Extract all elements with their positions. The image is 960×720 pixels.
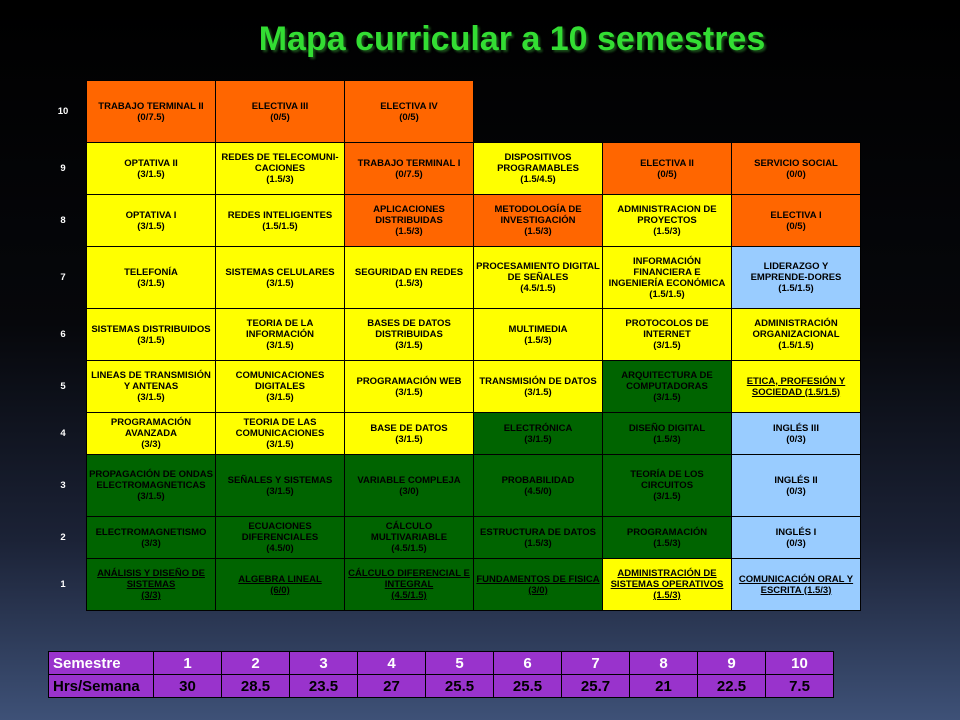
course-name: ELECTIVA I [770, 209, 822, 221]
course-cell [474, 143, 603, 195]
course-credits: (0/3) [786, 433, 806, 445]
course-name: LIDERAZGO Y EMPRENDE-DORES [750, 261, 842, 283]
course-name: BASE DE DATOS [370, 422, 448, 434]
course-credits: (0/5) [786, 220, 806, 232]
empty-cell [474, 81, 603, 143]
course-cell [732, 143, 861, 195]
course-cell [345, 143, 474, 195]
course-cell [87, 455, 216, 517]
course-credits: (1.5/4.5) [520, 174, 556, 185]
course-credits: (3/1.5) [137, 277, 165, 289]
course-credits: (4.5/0) [524, 485, 552, 497]
page-title: Mapa curricular a 10 semestres [258, 20, 766, 58]
course-cell [603, 247, 732, 309]
semester-number: 8 [630, 652, 698, 675]
course-credits: (3/1.5) [524, 386, 552, 398]
semester-label: Semestre [49, 652, 154, 675]
course-cell [603, 413, 732, 455]
course-credits: (3/0) [399, 485, 419, 497]
course-name: METODOLOGÍA DE INVESTIGACIÓN [494, 204, 582, 226]
semester-number: 7 [60, 272, 66, 283]
semester-number: 3 [290, 652, 358, 675]
course-credits: (3/1.5) [266, 485, 294, 497]
course-cell [345, 81, 474, 143]
course-name: ELECTROMAGNETISMO (3/3) [95, 526, 207, 549]
hours-value: 25.7 [562, 675, 630, 698]
course-cell [732, 413, 861, 455]
course-cell [87, 247, 216, 309]
course-name: PROGRAMACIÓN [626, 526, 708, 538]
hours-value: 27 [358, 675, 426, 698]
hours-row [49, 675, 834, 698]
course-credits: (1.5/3) [653, 537, 681, 549]
course-name: TRABAJO TERMINAL I [357, 157, 461, 169]
hours-value: 25.5 [426, 675, 494, 698]
course-credits: (3/3) [141, 439, 161, 450]
course-name: TEORIA DE LAS COMUNICACIONES [235, 417, 325, 439]
course-name: ELECTIVA IV [380, 100, 438, 112]
course-cell [216, 309, 345, 361]
course-name: MULTIMEDIA [508, 323, 568, 335]
course-cell [474, 361, 603, 413]
empty-cell [603, 81, 732, 143]
course-name: FUNDAMENTOS DE FISICA [476, 573, 600, 585]
course-name: ADMINISTRACIÓN ORGANIZACIONAL [752, 318, 840, 340]
course-cell [732, 455, 861, 517]
course-name: CÁLCULO MULTIVARIABLE [370, 521, 448, 543]
course-cell [345, 361, 474, 413]
course-cell [87, 195, 216, 247]
course-credits: (3/1.5) [653, 392, 681, 403]
course-name: CÁLCULO DIFERENCIAL E INTEGRAL [348, 568, 470, 590]
semester-number: 9 [698, 652, 766, 675]
course-name: PROBABILIDAD [501, 474, 575, 486]
course-name: VARIABLE COMPLEJA [357, 474, 461, 486]
course-name: PROTOCOLOS DE INTERNET [625, 318, 709, 340]
course-credits: (4.5/1.5) [520, 283, 556, 294]
course-cell [216, 195, 345, 247]
course-credits: (1.5/3) [524, 226, 552, 237]
course-credits: (1.5/3) [653, 590, 681, 601]
course-name: INGLÉS III [773, 422, 819, 434]
semester-number: 1 [60, 579, 66, 590]
course-credits: (1.5/3) [266, 174, 294, 185]
hours-label: Hrs/Semana [49, 675, 154, 698]
course-name: ANÁLISIS Y DISEÑO DE SISTEMAS [97, 568, 205, 590]
course-credits: (3/1.5) [137, 334, 165, 346]
course-name: ADMINISTRACION DE PROYECTOS [617, 204, 717, 226]
course-credits: (1.5/3) [395, 277, 423, 289]
course-credits: (0/0) [786, 168, 806, 180]
semester-row [40, 559, 861, 611]
hours-value: 21 [630, 675, 698, 698]
hours-value: 30 [154, 675, 222, 698]
course-cell [345, 195, 474, 247]
course-credits: (3/1.5) [266, 277, 294, 289]
course-cell [603, 517, 732, 559]
semester-number: 2 [222, 652, 290, 675]
course-cell [87, 413, 216, 455]
semester-row [40, 455, 861, 517]
course-credits: (0/5) [270, 111, 290, 123]
course-name: TRABAJO TERMINAL II [98, 100, 204, 112]
course-cell [216, 81, 345, 143]
semester-number: 4 [60, 428, 66, 439]
course-name: OPTATIVA II [124, 157, 178, 169]
course-cell [603, 361, 732, 413]
semester-row [49, 652, 834, 675]
course-name: DISEÑO DIGITAL [628, 422, 706, 434]
course-name: COMUNICACIÓN ORAL Y ESCRITA (1.5/3) [738, 573, 854, 596]
course-cell [474, 195, 603, 247]
course-credits: (1.5/3) [395, 226, 423, 237]
course-name: INGLÉS I [775, 526, 817, 538]
course-cell [87, 81, 216, 143]
course-cell [474, 455, 603, 517]
course-name: SISTEMAS CELULARES [225, 266, 335, 278]
course-cell [732, 247, 861, 309]
course-cell [474, 517, 603, 559]
course-credits: (3/1.5) [266, 439, 294, 450]
curriculum-grid [40, 80, 861, 611]
course-credits: (1.5/3) [524, 537, 552, 549]
course-cell [345, 517, 474, 559]
course-cell [474, 559, 603, 611]
semester-number: 8 [60, 215, 66, 226]
course-name: INFORMACIÓN FINANCIERA E INGENIERÍA ECONÓMICA [608, 255, 726, 289]
hours-value: 25.5 [494, 675, 562, 698]
course-cell [732, 361, 861, 413]
semester-row [40, 309, 861, 361]
course-cell [474, 309, 603, 361]
semester-row [40, 143, 861, 195]
empty-cell [732, 81, 861, 143]
course-credits: (1.5/3) [653, 433, 681, 445]
course-credits: (3/1.5) [524, 433, 552, 445]
course-name: OPTATIVA I [125, 209, 177, 221]
semester-number: 3 [60, 480, 66, 491]
course-credits: (0/7.5) [395, 168, 423, 180]
course-credits: (3/0) [528, 584, 548, 596]
course-name: SEÑALES Y SISTEMAS [227, 474, 333, 486]
course-name: INGLÉS II [774, 474, 818, 486]
hours-value: 22.5 [698, 675, 766, 698]
course-credits: (1.5/1.5) [778, 340, 814, 351]
course-credits: (3/1.5) [395, 433, 423, 445]
course-cell [216, 143, 345, 195]
course-cell [216, 559, 345, 611]
course-name: PROCESAMIENTO DIGITAL DE SEÑALES [476, 261, 600, 283]
summary-table-wrap [48, 651, 834, 698]
course-cell [87, 143, 216, 195]
course-cell [474, 413, 603, 455]
course-name: DISPOSITIVOS PROGRAMABLES [497, 152, 579, 174]
course-cell [216, 247, 345, 309]
course-credits: (3/1.5) [266, 392, 294, 403]
course-credits: (1.5/1.5) [778, 283, 814, 294]
course-cell [603, 309, 732, 361]
semester-number: 1 [154, 652, 222, 675]
course-name: REDES DE TELECOMUNI-CACIONES [221, 152, 339, 174]
course-name: ADMINISTRACIÓN DE SISTEMAS OPERATIVOS [610, 568, 724, 590]
course-name: ELECTIVA III [251, 100, 309, 112]
semester-row [40, 361, 861, 413]
course-cell [345, 559, 474, 611]
course-cell [732, 517, 861, 559]
course-name: REDES INTELIGENTES [227, 209, 333, 221]
course-name: BASES DE DATOS DISTRIBUIDAS [367, 318, 451, 340]
course-name: ALGEBRA LINEAL [238, 573, 322, 585]
semester-row [40, 413, 861, 455]
course-cell [216, 413, 345, 455]
course-cell [216, 517, 345, 559]
course-credits: (0/7.5) [137, 111, 165, 123]
semester-row [40, 195, 861, 247]
course-credits: (3/1.5) [137, 392, 165, 403]
course-name: APLICACIONES DISTRIBUIDAS [373, 204, 445, 226]
semester-number: 5 [426, 652, 494, 675]
semester-number: 6 [60, 329, 66, 340]
course-cell [87, 309, 216, 361]
course-cell [345, 247, 474, 309]
course-credits: (3/1.5) [653, 340, 681, 351]
course-cell [87, 361, 216, 413]
course-cell [732, 309, 861, 361]
course-credits: (1.5/1.5) [649, 288, 685, 300]
course-credits: (1.5/3) [653, 226, 681, 237]
course-cell [603, 455, 732, 517]
hours-value: 28.5 [222, 675, 290, 698]
course-credits: (3/1.5) [137, 491, 165, 502]
course-name: ARQUITECTURA DE COMPUTADORAS [621, 370, 713, 392]
course-cell [603, 143, 732, 195]
course-name: SISTEMAS DISTRIBUIDOS [91, 323, 211, 335]
course-name: TEORIA DE LA INFORMACIÓN [245, 318, 315, 340]
semester-number: 4 [358, 652, 426, 675]
course-credits: (0/3) [786, 537, 806, 549]
course-credits: (3/1.5) [653, 491, 681, 502]
hours-value: 7.5 [766, 675, 834, 698]
course-credits: (6/0) [270, 584, 290, 596]
course-cell [603, 195, 732, 247]
course-credits: (4.5/1.5) [391, 543, 427, 554]
semester-row [40, 81, 861, 143]
course-name: ECUACIONES DIFERENCIALES [241, 521, 319, 543]
summary-table [48, 651, 834, 698]
course-credits: (4.5/0) [266, 543, 294, 554]
semester-number: 10 [766, 652, 834, 675]
course-cell [732, 559, 861, 611]
course-credits: (3/1.5) [395, 340, 423, 351]
course-credits: (0/3) [786, 485, 806, 497]
course-name: ESTRUCTURA DE DATOS [480, 526, 596, 538]
course-name: ELECTRÓNICA [503, 422, 573, 434]
course-credits: (3/1.5) [266, 340, 294, 351]
course-name: COMUNICACIONES DIGITALES [235, 370, 325, 392]
course-cell [474, 247, 603, 309]
course-credits: (3/3) [141, 590, 161, 601]
course-credits: (4.5/1.5) [391, 590, 427, 601]
course-cell [216, 361, 345, 413]
course-cell [87, 517, 216, 559]
course-credits: (3/1.5) [137, 168, 165, 180]
curriculum-table [40, 80, 861, 611]
course-name: SEGURIDAD EN REDES [354, 266, 464, 278]
semester-number: 6 [494, 652, 562, 675]
course-credits: (1.5/1.5) [262, 220, 298, 232]
semester-number: 5 [60, 381, 66, 392]
course-credits: (1.5/3) [524, 334, 552, 346]
course-cell [345, 455, 474, 517]
semester-number: 10 [57, 106, 69, 117]
course-name: LINEAS DE TRANSMISIÓN Y ANTENAS [91, 370, 211, 392]
semester-row [40, 517, 861, 559]
course-cell [216, 455, 345, 517]
course-credits: (0/5) [657, 168, 677, 180]
semester-number: 7 [562, 652, 630, 675]
course-cell [603, 559, 732, 611]
course-name: ETICA, PROFESIÓN Y SOCIEDAD (1.5/1.5) [746, 375, 846, 398]
course-name: PROGRAMACIÓN AVANZADA [110, 417, 192, 439]
semester-number: 2 [60, 532, 66, 543]
course-name: ELECTIVA II [640, 157, 694, 169]
course-name: PROGRAMACIÓN WEB [356, 375, 462, 387]
course-name: TELEFONÍA [124, 266, 178, 278]
course-name: PROPAGACIÓN DE ONDAS ELECTROMAGNETICAS [89, 469, 213, 491]
course-name: TRANSMISIÓN DE DATOS [479, 375, 597, 387]
course-cell [87, 559, 216, 611]
semester-number: 9 [60, 163, 66, 174]
course-name: TEORÍA DE LOS CIRCUITOS [630, 469, 704, 491]
course-credits: (3/1.5) [395, 386, 423, 398]
course-credits: (3/1.5) [137, 220, 165, 232]
course-credits: (0/5) [399, 111, 419, 123]
semester-row [40, 247, 861, 309]
course-name: SERVICIO SOCIAL [754, 157, 838, 169]
course-cell [345, 413, 474, 455]
hours-value: 23.5 [290, 675, 358, 698]
course-cell [345, 309, 474, 361]
course-cell [732, 195, 861, 247]
